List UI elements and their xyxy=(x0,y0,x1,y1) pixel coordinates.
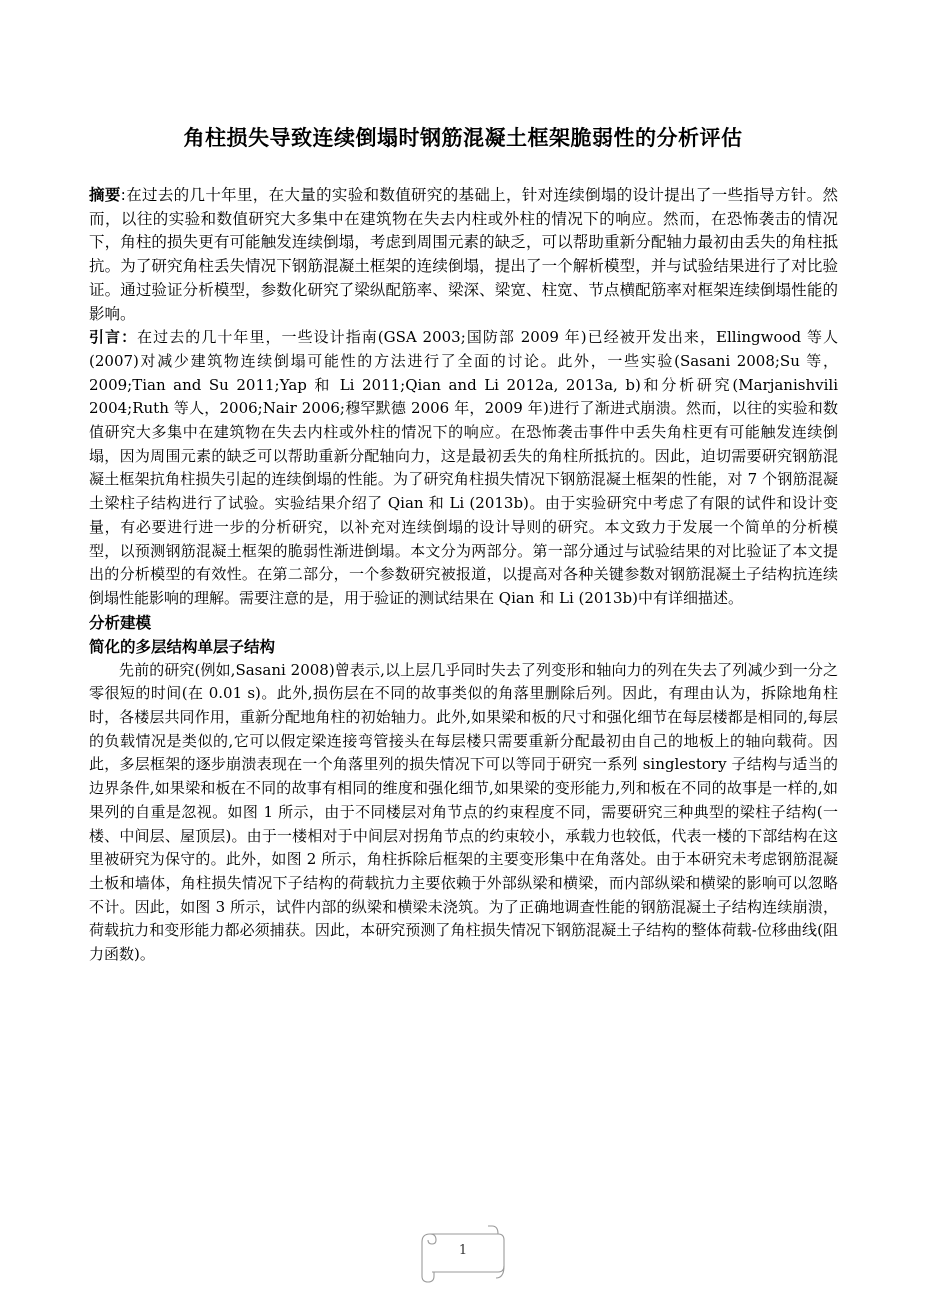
introduction-paragraph xyxy=(89,326,838,610)
body-paragraph: 先前的研究(例如,Sasani 2008)曾表示,以上层几乎同时失去了列变形和轴向力的列在失去了列减少到一分之零很短的时间(在 0.01 s)。此外,损伤层在不同的故事类似的角落里删除后列。因此，有理由认为，拆除地角柱时，各楼层共同作用，重新分配地角柱的初始轴力。此外,如果梁和板的尺寸和强化细节在每层楼都是相同的,每层的负载情况是类似的,它可以假定梁连接弯管接头在每层楼只需要重新分配最初由自己的地板上的轴向载荷。因此，多层框架的逐步崩溃表现在一个角落里列的损失情况下可以等同于研究一系列 singlestory 子结构与适当的边界条件,如果梁和板在不同的故事有相同的维度和强化细节,如果梁的变形能力,列和板在不同的故事是一样的,如果列的自重是忽视。如图 1 所示，由于不同楼层对角节点的约束程度不同，需要研究三种典型的梁柱子结构(一楼、中间层、屋顶层)。由于一楼相对于中间层对拐角节点的约束较小，承载力也较低，代表一楼的下部结构在这里被研究为保守的。此外，如图 2 所示，角柱拆除后框架的主要变形集中在角落处。由于本研究未考虑钢筋混凝土板和墙体，角柱损失情况下子结构的荷载抗力主要依赖于外部纵梁和横梁，而内部纵梁和横梁的影响可以忽略不计。因此，如图 3 所示，试件内部的纵梁和横梁未浇筑。为了正确地调查性能的钢筋混凝土子结构连续崩溃，荷载抗力和变形能力都必须捕获。因此，本研究预测了角柱损失情况下钢筋混凝土子结构的整体荷载-位移曲线(阻力函数)。 xyxy=(89,660,838,964)
abstract-paragraph xyxy=(89,184,838,326)
introduction-text: 在过去的几十年里，一些设计指南(GSA 2003;国防部 2009 年)已经被开发出来，Ellingwood 等人(2007)对减少建筑物连续倒塌可能性的方法进行了全面的讨论。此外，一些实验(Sasani 2008;Su 等，2009;Tian and Su 2011;Yap 和 Li 2011;Qian and Li 2012a, 2013a, b)和分析研究(Marjanishvili 2004;Ruth 等人，2006;Nair 2006;穆罕默德 2006 年，2009 年)进行了渐进式崩溃。然而，以往的实验和数值研究大多集中在建筑物在失去内柱或外柱的情况下的响应。在恐怖袭击事件中丢失角柱更有可能触发连续倒塌，因为周围元素的缺乏可以帮助重新分配轴向力，这是最初丢失的角柱所抵抗的。因此，迫切需要研究钢筋混凝土框架抗角柱损失引起的连续倒塌的性能。为了研究角柱损失情况下钢筋混凝土框架的性能，对 7 个钢筋混凝土梁柱子结构进行了试验。实验结果介绍了 Qian 和 Li (2013b)。由于实验研究中考虑了有限的试件和设计变量，有必要进行进一步的分析研究，以补充对连续倒塌的设计导则的研究。本文致力于发展一个简单的分析模型，以预测钢筋混凝土框架的脆弱性渐进倒塌。本文分为两部分。第一部分通过与试验结果的对比验证了本文提出的分析模型的有效性。在第二部分，一个参数研究被报道，以提高对各种关键参数对钢筋混凝土子结构抗连续倒塌性能影响的理解。需要注意的是，用于验证的测试结果在 Qian 和 Li (2013b)中有详细描述。 xyxy=(89,328,838,607)
abstract-label: 摘要 xyxy=(89,186,121,204)
subsection-heading: 简化的多层结构单层子结构 xyxy=(89,637,276,656)
document-title: 角柱损失导致连续倒塌时钢筋混凝土框架脆弱性的分析评估 xyxy=(183,126,743,150)
page-number: 1 xyxy=(458,1243,468,1258)
section-heading: 分析建模 xyxy=(89,613,152,632)
introduction-label: 引言： xyxy=(89,328,138,347)
abstract-text: :在过去的几十年里，在大量的实验和数值研究的基础上，针对连续倒塌的设计提出了一些指导方针。然而，以往的实验和数值研究大多集中在建筑物在失去内柱或外柱的情况下的响应。然而，在恐怖袭击的情况下，角柱的损失更有可能触发连续倒塌，考虑到周围元素的缺乏，可以帮助重新分配轴力最初由丢失的角柱抵抗。为了研究角柱丢失情况下钢筋混凝土框架的连续倒塌，提出了一个解析模型，并与试验结果进行了对比验证。通过验证分析模型，参数化研究了梁纵配筋率、梁深、梁宽、柱宽、节点横配筋率对框架连续倒塌性能的影响。 xyxy=(89,186,838,323)
document-body xyxy=(89,184,838,967)
page-number-scroll xyxy=(418,1222,508,1286)
